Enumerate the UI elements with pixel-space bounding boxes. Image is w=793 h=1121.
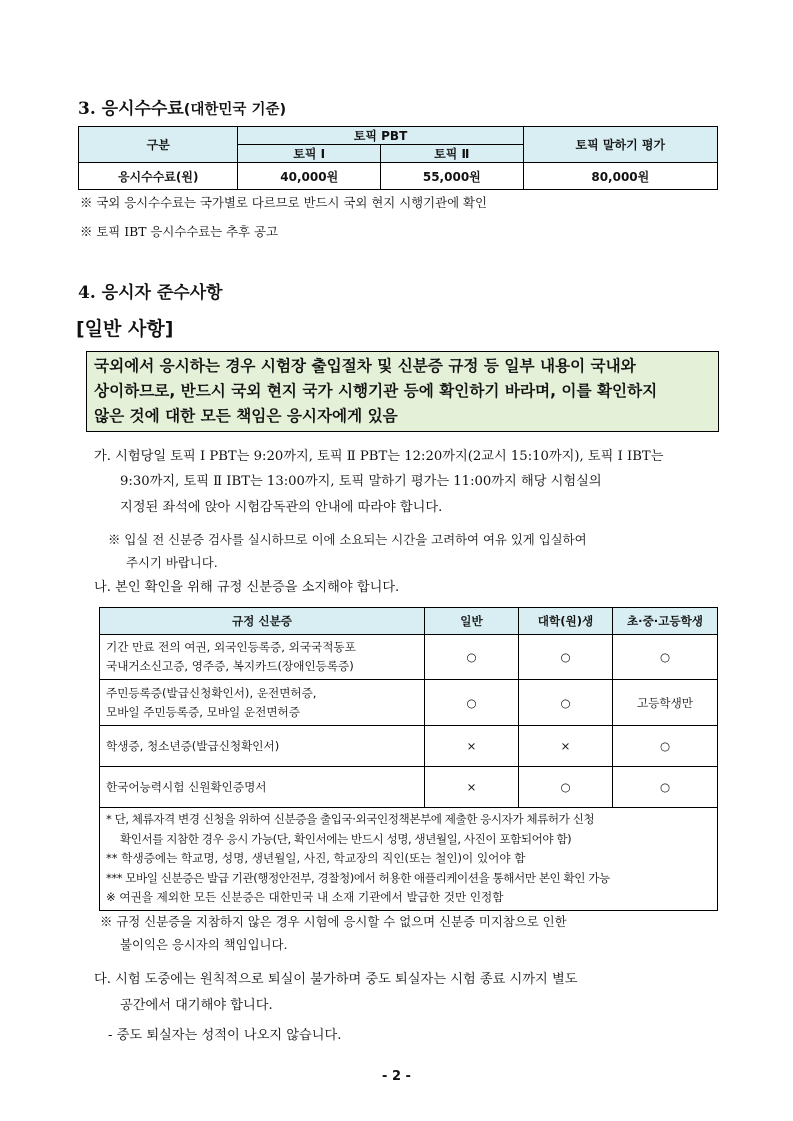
id-row-4-name: 한국어능력시험 신원확인증명서 <box>100 767 425 808</box>
id-footnotes <box>100 808 718 911</box>
fee-topik2: 55,000원 <box>381 163 524 190</box>
item-da-line-2: 공간에서 대기해야 합니다. <box>120 998 273 1013</box>
id-row-1-school: ○ <box>613 635 718 680</box>
id-row-3-school: ○ <box>613 726 718 767</box>
item-da-line-1: 다. 시험 도중에는 원칙적으로 퇴실이 불가하며 중도 퇴실자는 시험 종료 시까지 별도 <box>94 972 578 987</box>
id-row-1-general: ○ <box>425 635 519 680</box>
item-ga-line-2: 9:30까지, 토픽 Ⅱ IBT는 13:00까지, 토픽 말하기 평가는 11:00까지 해당 시험실의 <box>120 474 602 489</box>
fee-col-speaking: 토픽 말하기 평가 <box>523 127 717 163</box>
item-ga-note-line-1: ※ 입실 전 신분증 검사를 실시하므로 이에 소요되는 시간을 고려하여 여유 있게 입실하여 <box>108 532 587 547</box>
footnote-3: *** 모바일 신분증은 발급 기관(행정안전부, 경찰청)에서 허용한 애플리케이션을 통해서만 본인 확인 가능 <box>106 870 610 885</box>
id-table <box>99 607 718 911</box>
id-row-2-univ: ○ <box>519 680 613 726</box>
section3-heading <box>78 94 286 119</box>
id-row-2-line-1: 주민등록증(발급신청확인서), 운전면허증, <box>106 685 317 700</box>
item-ga-line-1: 가. 시험당일 토픽 Ⅰ PBT는 9:20까지, 토픽 Ⅱ PBT는 12:20까지(2교시 15:10까지), 토픽 Ⅰ IBT는 <box>94 449 664 464</box>
footnote-2: ** 학생증에는 학교명, 성명, 생년월일, 사진, 학교장의 직인(또는 철인)이 있어야 함 <box>106 851 526 866</box>
id-row-3-name: 학생증, 청소년증(발급신청확인서) <box>100 726 425 767</box>
overseas-notice-box <box>86 351 719 432</box>
fee-col-pbt: 토픽 PBT <box>238 127 523 145</box>
page-number: - 2 - <box>382 1069 411 1084</box>
fee-col-topik1: 토픽 Ⅰ <box>238 145 381 163</box>
id-row-1-line-2: 국내거소신고증, 영주증, 복지카드(장애인등록증) <box>106 659 354 673</box>
notice-line-1: 국외에서 응시하는 경우 시험장 출입절차 및 신분증 규정 등 일부 내용이 국내와 <box>94 357 636 375</box>
item-ga-note-line-2: 주시기 바랍니다. <box>126 555 218 570</box>
id-row-4-univ: ○ <box>519 767 613 808</box>
id-col-school: 초·중·고등학생 <box>613 608 718 635</box>
notice-line-3: 않은 것에 대한 모든 책임은 응시자에게 있음 <box>94 407 398 425</box>
id-row-1-name <box>100 635 425 680</box>
section4-title: 4. 응시자 준수사항 <box>78 283 223 303</box>
id-col-id: 규정 신분증 <box>100 608 425 635</box>
footnote-1-line-1: * 단, 체류자격 변경 신청을 위하여 신분증을 출입국·외국인정책본부에 제출한 응시자가 체류허가 신청 <box>106 812 595 826</box>
id-row-3-general: × <box>425 726 519 767</box>
fee-row-label: 응시수수료(원) <box>79 163 238 190</box>
fee-topik1: 40,000원 <box>238 163 381 190</box>
section3-title-suffix: (대한민국 기준) <box>183 102 287 118</box>
fee-note-2: ※ 토픽 IBT 응시수수료는 추후 공고 <box>80 224 278 239</box>
id-row-2-general: ○ <box>425 680 519 726</box>
id-col-general: 일반 <box>425 608 519 635</box>
fee-col-category: 구분 <box>79 127 238 163</box>
item-da-sub: - 중도 퇴실자는 성적이 나오지 않습니다. <box>108 1028 342 1043</box>
id-row-3-univ: × <box>519 726 613 767</box>
footnote-1-line-2: 확인서를 지참한 경우 응시 가능(단, 확인서에는 반드시 성명, 생년월일, 사진이 포함되어야 함) <box>120 831 572 846</box>
fee-table <box>78 126 718 190</box>
table-row <box>100 635 718 680</box>
section3-title: 3. 응시수수료 <box>78 99 184 119</box>
fee-speaking: 80,000원 <box>523 163 717 190</box>
id-row-4-school: ○ <box>613 767 718 808</box>
item-ga-line-3: 지정된 좌석에 앉아 시험감독관의 안내에 따라야 합니다. <box>120 500 443 515</box>
item-na-note-line-2: 불이익은 응시자의 책임입니다. <box>120 937 288 952</box>
id-row-1-univ: ○ <box>519 635 613 680</box>
section4-subtitle: [일반 사항] <box>76 318 174 340</box>
id-row-4-general: × <box>425 767 519 808</box>
id-row-2-school: 고등학생만 <box>613 680 718 726</box>
item-na-text: 나. 본인 확인을 위해 규정 신분증을 소지해야 합니다. <box>94 580 400 595</box>
table-row <box>100 767 718 808</box>
item-na-note-line-1: ※ 규정 신분증을 지참하지 않은 경우 시험에 응시할 수 없으며 신분증 미지참으로 인한 <box>100 914 567 929</box>
fee-note-1: ※ 국외 응시수수료는 국가별로 다르므로 반드시 국외 현지 시행기관에 확인 <box>80 195 487 210</box>
id-row-2-name <box>100 680 425 726</box>
id-footnotes-row <box>100 808 718 911</box>
table-row <box>100 680 718 726</box>
notice-line-2: 상이하므로, 반드시 국외 현지 국가 시행기관 등에 확인하기 바라며, 이를 확인하지 <box>94 382 658 400</box>
id-row-2-line-2: 모바일 주민등록증, 모바일 운전면허증 <box>106 704 300 719</box>
id-row-1-line-1: 기간 만료 전의 여권, 외국인등록증, 외국국적동포 <box>106 640 356 654</box>
table-row <box>100 726 718 767</box>
footnote-4: ※ 여권을 제외한 모든 신분증은 대한민국 내 소재 기관에서 발급한 것만 인정함 <box>106 890 504 905</box>
id-col-univ: 대학(원)생 <box>519 608 613 635</box>
fee-col-topik2: 토픽 Ⅱ <box>381 145 524 163</box>
